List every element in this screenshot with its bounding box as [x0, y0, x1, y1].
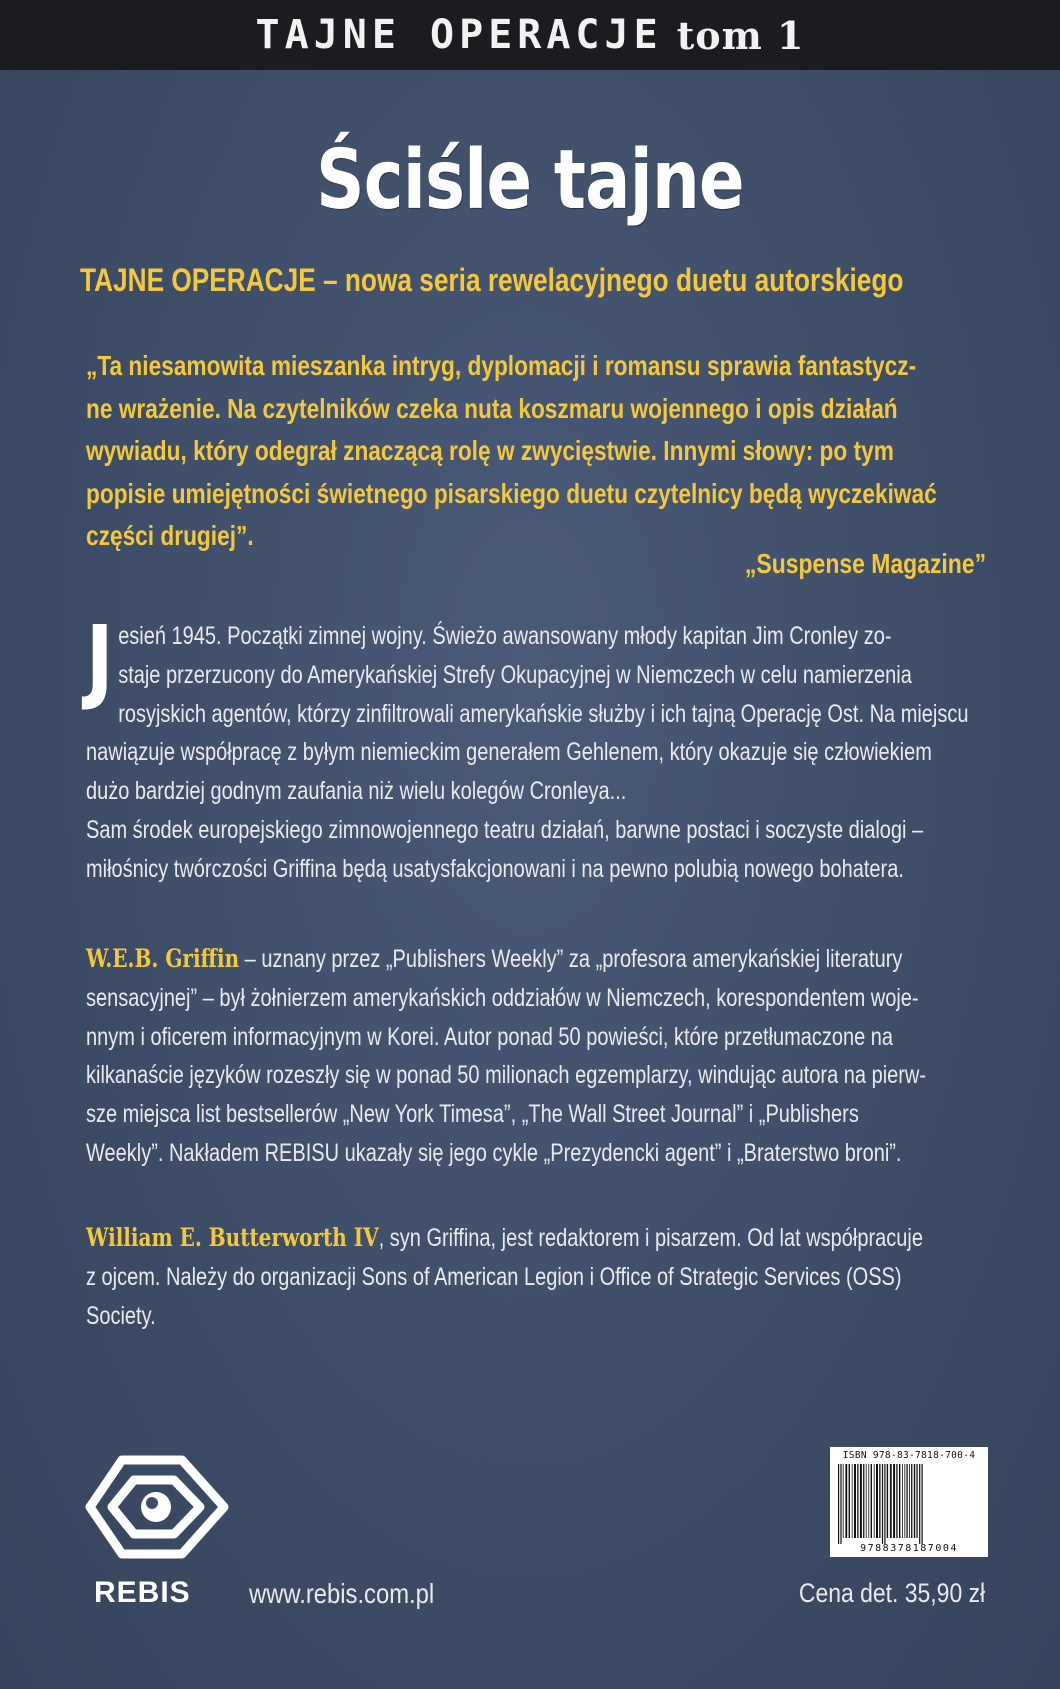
barcode-bar [840, 1464, 841, 1544]
barcode-bar [849, 1464, 850, 1538]
quote-line: części drugiej”. [86, 520, 254, 551]
tagline: TAJNE OPERACJE – nowa seria rewelacyjnego duetu autorskiego [80, 262, 904, 298]
author-bio-griffin [86, 940, 970, 1173]
author-bio-butterworth [86, 1219, 970, 1335]
barcode-bar [909, 1464, 910, 1538]
barcode-bar [911, 1464, 912, 1538]
barcode-bar [868, 1464, 869, 1538]
bio-line: Society. [86, 1301, 156, 1330]
barcode-bar [860, 1464, 862, 1538]
author-name: W.E.B. Griffin [86, 944, 240, 973]
bio-line: kilkanaście języków rozeszły się w ponad 50 milionach egzemplarzy, windując autora na pierw- [86, 1061, 927, 1090]
quote-line: „Ta niesamowita mieszanka intryg, dyplomacji i romansu sprawia fantastycz- [86, 350, 917, 381]
quote-line: ne wrażenie. Na czytelników czeka nuta koszmaru wojennego i opis działań [86, 392, 898, 424]
barcode-bar [882, 1464, 883, 1544]
quote-line: popisie umiejętności świetnego pisarskiego duetu czytelnicy będą wyczekiwać [86, 477, 937, 509]
quote-line: wywiadu, który odegrał znaczącą rolę w zwycięstwie. Innymi słowy: po tym [86, 435, 894, 466]
barcode-bar [904, 1464, 905, 1538]
barcode-bar [845, 1464, 847, 1538]
barcode-bar [914, 1464, 915, 1538]
description-line: miłośnicy twórczości Griffina będą usatysfakcjonowani i na pewno polubią nowego bohatera. [86, 854, 904, 883]
price: Cena det. 35,90 zł [798, 1578, 985, 1608]
bio-line: Weekly”. Nakładem REBISU ukazały się jego cykle „Prezydencki agent” i „Braterstwo broni”. [86, 1138, 902, 1167]
barcode-bar [902, 1464, 903, 1538]
barcode-bar [887, 1464, 888, 1538]
drop-cap: J [86, 606, 114, 713]
bio-line: sensacyjnej” – był żołnierzem amerykańskich oddziałów w Niemczech, korespondentem woje- [86, 983, 919, 1012]
barcode-bar [843, 1464, 844, 1538]
quote-source: „Suspense Magazine” [744, 548, 986, 579]
description-line: esień 1945. Początki zimnej wojny. Świeżo awansowany młody kapitan Jim Cronley zo- [118, 622, 892, 650]
isbn-label: ISBN 978-83-7818-700-4 [842, 1450, 976, 1461]
barcode-bar [852, 1464, 853, 1538]
barcode-bar [906, 1464, 907, 1538]
barcode-bar [884, 1464, 885, 1544]
barcode-bars [834, 1464, 982, 1544]
author-name: William E. Butterworth IV [86, 1223, 379, 1252]
description-line: staje przerzucony do Amerykańskiej Strefy Okupacyjnej w Niemczech w celu namierzenia [118, 660, 912, 689]
barcode-bar [866, 1464, 867, 1538]
description-line: rosyjskich agentów, którzy zinfiltrowali amerykańskie służby i ich tajną Operację Ost. Na miejscu [118, 699, 969, 728]
rebis-logo-icon [82, 1452, 232, 1562]
review-quote [86, 345, 977, 558]
barcode [830, 1447, 988, 1557]
description-line: Sam środek europejskiego zimnowojennego teatru działań, barwne postaci i soczyste dialogi – [86, 815, 924, 844]
barcode-bar [922, 1464, 923, 1544]
bio-first-line [86, 1219, 970, 1258]
book-title: Ściśle tajne [316, 133, 744, 228]
barcode-bar [876, 1464, 878, 1538]
barcode-bar [871, 1464, 872, 1538]
bio-line: z ojcem. Należy do organizacji Sons of American Legion i Office of Strategic Services (OSS) [86, 1262, 902, 1291]
barcode-bar [863, 1464, 864, 1538]
series-title: TAJNE OPERACJE [255, 12, 663, 58]
barcode-bar [890, 1464, 892, 1538]
series-band [0, 0, 1060, 70]
barcode-bar [838, 1464, 839, 1544]
series-volume: tom 1 [676, 12, 805, 58]
bio-text: – uznany przez „Publishers Weekly” za „profesora amerykańskiej literatury [239, 945, 903, 973]
barcode-bar [896, 1464, 897, 1538]
barcode-bar [857, 1464, 858, 1538]
barcode-bar [854, 1464, 856, 1538]
bio-text: , syn Griffina, jest redaktorem i pisarzem. Od lat współpracuje [378, 1224, 923, 1252]
barcode-bar [874, 1464, 875, 1538]
barcode-bar [879, 1464, 880, 1538]
publisher-url: www.rebis.com.pl [249, 1578, 435, 1609]
description-line: nawiązuje współpracę z byłym niemieckim generałem Gehlenem, który okazuje się człowiekiem [86, 738, 932, 767]
barcode-bar [899, 1464, 900, 1538]
barcode-bar [916, 1464, 917, 1538]
description-line: dużo bardziej godnym zaufania niż wielu kolegów Cronleya... [86, 777, 627, 806]
barcode-bar [893, 1464, 895, 1538]
barcode-number: 9788378187004 [860, 1543, 958, 1554]
bio-line: sze miejsca list bestsellerów „New York Timesa”, „The Wall Street Journal” i „Publishers [86, 1100, 859, 1129]
publisher-logo-text: REBIS [94, 1576, 191, 1609]
barcode-bar [919, 1464, 920, 1544]
book-description [86, 606, 970, 889]
bio-line: nnym i oficerem informacyjnym w Korei. Autor ponad 50 powieści, które przetłumaczone na [86, 1022, 894, 1051]
bio-first-line [86, 940, 970, 979]
